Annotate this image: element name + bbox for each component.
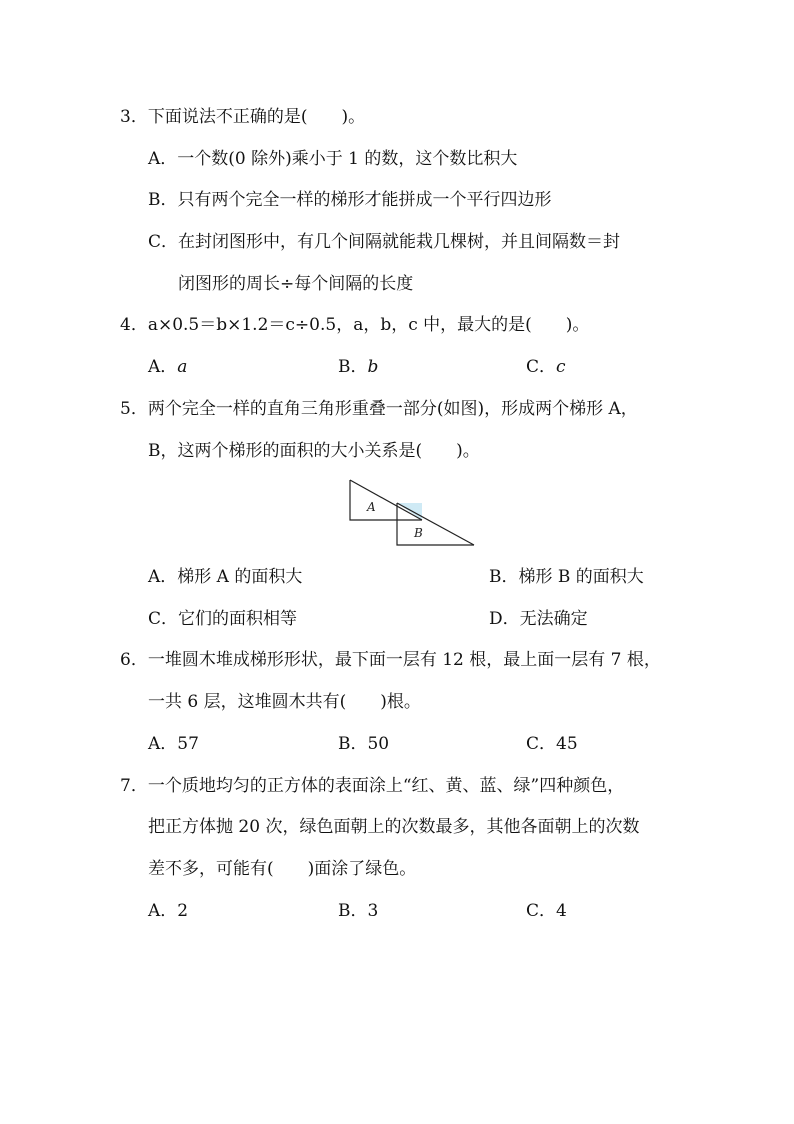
- q4-option-a: [148, 356, 187, 378]
- q4-option-a-value: a: [177, 357, 188, 377]
- q4-option-b: [338, 356, 378, 378]
- q7-stem-line3: 差不多，可能有( )面涂了绿色。: [148, 859, 417, 879]
- q3-option-b: B．只有两个完全一样的梯形才能拼成一个平行四边形: [148, 190, 552, 210]
- label-b: B: [414, 526, 423, 540]
- q6-option-b: B．50: [338, 734, 390, 754]
- q4-option-c-label: C．: [526, 357, 557, 377]
- q5-option-d: D．无法确定: [489, 609, 588, 629]
- q6-stem-line1: 6．一堆圆木堆成梯形形状，最下面一层有 12 根，最上面一层有 7 根，: [120, 650, 661, 670]
- q5-option-a: A．梯形 A 的面积大: [148, 567, 303, 587]
- q6-option-c: C．45: [526, 734, 578, 754]
- q7-option-c: C．4: [526, 901, 567, 921]
- q7-option-b: B．3: [338, 901, 379, 921]
- q3-stem: 3．下面说法不正确的是( )。: [120, 107, 366, 127]
- q5-option-b: B．梯形 B 的面积大: [489, 567, 644, 587]
- q5-stem-line2: B，这两个梯形的面积的大小关系是( )。: [148, 441, 480, 461]
- q3-option-a: A．一个数(0 除外)乘小于 1 的数，这个数比积大: [148, 149, 518, 169]
- q6-stem-line2: 一共 6 层，这堆圆木共有( )根。: [148, 692, 421, 712]
- label-a: A: [367, 500, 376, 514]
- q4-option-b-label: B．: [338, 357, 368, 377]
- q7-option-a: A．2: [148, 901, 189, 921]
- triangle-1-hypotenuse: [350, 480, 422, 520]
- q6-option-a: A．57: [148, 734, 199, 754]
- triangle-2-hypotenuse: [397, 503, 474, 545]
- q5-option-c: C．它们的面积相等: [148, 609, 298, 629]
- trapezoid-figure: [348, 477, 478, 549]
- q4-option-c-value: c: [556, 357, 566, 377]
- q4-option-b-value: b: [367, 357, 379, 377]
- q7-stem-line1: 7．一个质地均匀的正方体的表面涂上“红、黄、蓝、绿”四种颜色，: [120, 776, 625, 796]
- q5-stem-line1: 5．两个完全一样的直角三角形重叠一部分(如图)，形成两个梯形 A，: [120, 399, 638, 419]
- q4-option-a-label: A．: [148, 357, 178, 377]
- q4-option-c: [526, 356, 566, 378]
- q4-number: 4．: [120, 315, 148, 335]
- q3-option-c-line1: C．在封闭图形中，有几个间隔就能栽几棵树，并且间隔数＝封: [148, 232, 621, 252]
- q3-option-c-line2: 闭图形的周长÷每个间隔的长度: [178, 274, 414, 294]
- q7-stem-line2: 把正方体抛 20 次，绿色面朝上的次数最多，其他各面朝上的次数: [148, 817, 640, 837]
- q4-expression: a×0.5＝b×1.2＝c÷0.5，a，b，c 中，最大的是( )。: [147, 315, 590, 335]
- q4-stem: [120, 314, 589, 336]
